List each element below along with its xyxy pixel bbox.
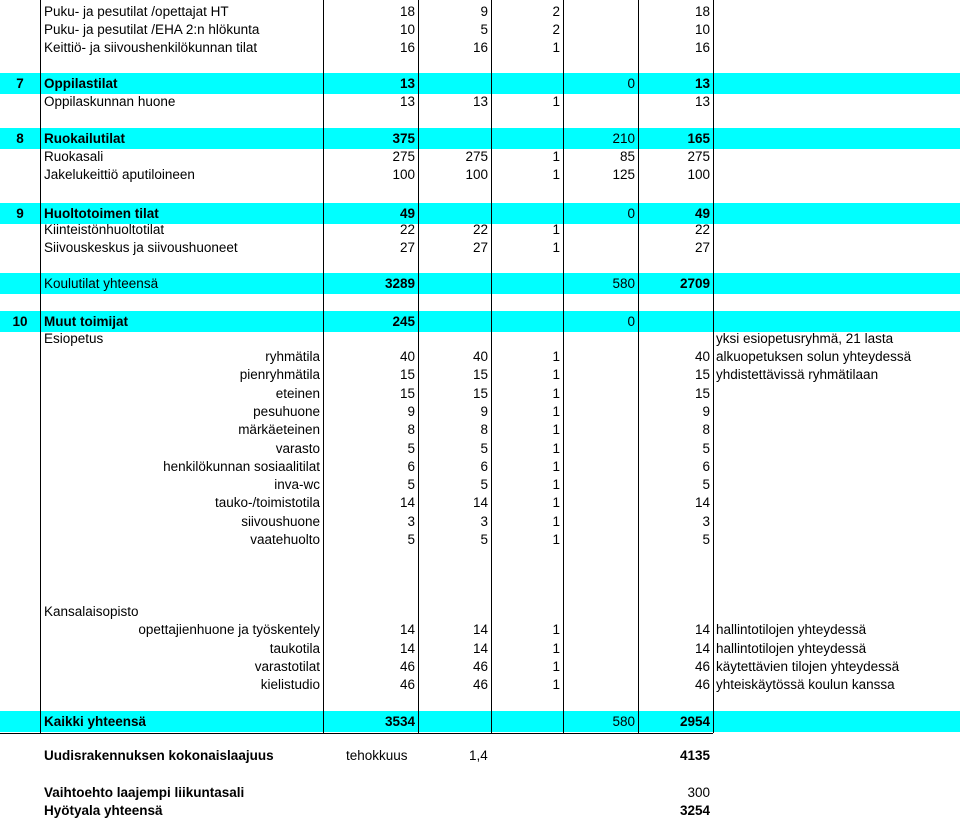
- row-label: Siivouskeskus ja siivoushuoneet: [44, 240, 238, 255]
- cell-value: 5: [480, 477, 488, 492]
- row-label: Jakelukeittiö aputiloineen: [44, 167, 195, 182]
- cell-value: 8: [702, 422, 710, 437]
- cell-value: 13: [399, 76, 415, 91]
- row-label: varastotilat: [254, 659, 320, 674]
- row-label: Keittiö- ja siivoushenkilökunnan tilat: [44, 40, 258, 55]
- cell-value: 1: [552, 404, 560, 419]
- cell-value: 1: [552, 422, 560, 437]
- cell-value: 18: [694, 4, 710, 19]
- row-note: yhdistettävissä ryhmätilaan: [716, 367, 879, 382]
- efficiency-value: 1,4: [469, 748, 488, 763]
- cell-value: 16: [472, 40, 488, 55]
- cell-value: 1: [552, 514, 560, 529]
- cell-value: 210: [612, 131, 635, 146]
- table-row: [0, 421, 960, 439]
- cell-value: 1: [552, 441, 560, 456]
- row-label: Muut toimijat: [44, 314, 128, 329]
- cell-value: 1: [552, 40, 560, 55]
- row-label: Huoltotoimen tilat: [44, 206, 159, 221]
- cell-value: 46: [472, 659, 488, 674]
- cell-value: 1: [552, 167, 560, 182]
- cell-value: 5: [702, 477, 710, 492]
- section-number: 8: [16, 131, 24, 146]
- table-row: [0, 603, 960, 621]
- alternative-value: 300: [687, 785, 710, 800]
- cell-value: 1: [552, 622, 560, 637]
- row-label: kielistudio: [260, 677, 320, 692]
- cell-value: 3534: [384, 714, 415, 729]
- table-row: [0, 658, 960, 676]
- cell-value: 1: [552, 349, 560, 364]
- cell-value: 0: [627, 314, 635, 329]
- cell-value: 1: [552, 532, 560, 547]
- section-row: [0, 73, 960, 94]
- table-row: [0, 385, 960, 403]
- table-row: [0, 348, 960, 366]
- row-label: Kiinteistönhuoltotilat: [44, 222, 165, 237]
- table-row: [0, 621, 960, 639]
- row-label: Kaikki yhteensä: [44, 714, 147, 729]
- table-row: [0, 513, 960, 531]
- row-label: siivoushuone: [241, 514, 320, 529]
- cell-value: 0: [627, 206, 635, 221]
- cell-value: 5: [480, 441, 488, 456]
- alternative-row: [0, 784, 960, 802]
- cell-value: 6: [480, 459, 488, 474]
- table-row: [0, 21, 960, 39]
- cell-value: 275: [392, 149, 415, 164]
- row-label: Ruokasali: [44, 149, 104, 164]
- cell-value: 49: [694, 206, 710, 221]
- cell-value: 1: [552, 386, 560, 401]
- table-row: [0, 366, 960, 384]
- cell-value: 13: [399, 94, 415, 109]
- cell-value: 10: [399, 22, 415, 37]
- cell-value: 22: [399, 222, 415, 237]
- summary-total-value: 4135: [679, 748, 710, 763]
- cell-value: 15: [399, 386, 415, 401]
- cell-value: 3: [480, 514, 488, 529]
- cell-value: 1: [552, 94, 560, 109]
- row-label: pienryhmätila: [239, 367, 320, 382]
- row-label: Oppilastilat: [44, 76, 118, 91]
- cell-value: 1: [552, 677, 560, 692]
- cell-value: 14: [694, 622, 710, 637]
- cell-value: 15: [694, 367, 710, 382]
- grid-line: [0, 733, 713, 734]
- section-number: 7: [16, 76, 24, 91]
- cell-value: 5: [480, 532, 488, 547]
- table-row: [0, 458, 960, 476]
- table-row: [0, 39, 960, 57]
- row-label: pesuhuone: [253, 404, 320, 419]
- section-number: 9: [16, 206, 24, 221]
- cell-value: 22: [694, 222, 710, 237]
- cell-value: 13: [694, 94, 710, 109]
- cell-value: 165: [687, 131, 710, 146]
- cell-value: 5: [407, 477, 415, 492]
- cell-value: 100: [465, 167, 488, 182]
- row-label: Ruokailutilat: [44, 131, 126, 146]
- cell-value: 46: [694, 659, 710, 674]
- cell-value: 1: [552, 659, 560, 674]
- cell-value: 1: [552, 367, 560, 382]
- cell-value: 580: [612, 714, 635, 729]
- cell-value: 27: [694, 240, 710, 255]
- cell-value: 100: [392, 167, 415, 182]
- table-row: [0, 403, 960, 421]
- cell-value: 2: [552, 4, 560, 19]
- row-note: hallintotilojen yhteydessä: [716, 622, 867, 637]
- cell-value: 6: [702, 459, 710, 474]
- section-row: [0, 273, 960, 294]
- row-label: Puku- ja pesutilat /EHA 2:n hlökunta: [44, 22, 260, 37]
- cell-value: 2954: [679, 714, 710, 729]
- cell-value: 125: [612, 167, 635, 182]
- cell-value: 14: [399, 641, 415, 656]
- row-note: hallintotilojen yhteydessä: [716, 641, 867, 656]
- row-label: eteinen: [275, 386, 320, 401]
- cell-value: 580: [612, 276, 635, 291]
- cell-value: 1: [552, 240, 560, 255]
- row-label: inva-wc: [274, 477, 320, 492]
- cell-value: 40: [694, 349, 710, 364]
- cell-value: 14: [399, 495, 415, 510]
- useful-area-row: [0, 802, 960, 820]
- table-row: [0, 494, 960, 512]
- cell-value: 6: [407, 459, 415, 474]
- cell-value: 5: [702, 441, 710, 456]
- cell-value: 3: [702, 514, 710, 529]
- cell-value: 13: [694, 76, 710, 91]
- row-label: opettajienhuone ja työskentely: [138, 622, 320, 637]
- cell-value: 5: [702, 532, 710, 547]
- cell-value: 14: [399, 622, 415, 637]
- table-row: [0, 3, 960, 21]
- section-row: [0, 128, 960, 149]
- table-row: [0, 239, 960, 257]
- row-label: varasto: [275, 441, 320, 456]
- row-note: yhteiskäytössä koulun kanssa: [716, 677, 895, 692]
- row-label: Oppilaskunnan huone: [44, 94, 176, 109]
- cell-value: 46: [694, 677, 710, 692]
- table-row: [0, 93, 960, 111]
- efficiency-label: tehokkuus: [346, 748, 408, 763]
- cell-value: 1: [552, 641, 560, 656]
- section-number: 10: [12, 314, 28, 329]
- table-row: [0, 676, 960, 694]
- cell-value: 46: [399, 659, 415, 674]
- cell-value: 15: [472, 367, 488, 382]
- cell-value: 9: [480, 404, 488, 419]
- cell-value: 5: [407, 441, 415, 456]
- table-row: [0, 531, 960, 549]
- row-label: ryhmätila: [265, 349, 320, 364]
- cell-value: 100: [687, 167, 710, 182]
- cell-value: 49: [399, 206, 415, 221]
- cell-value: 13: [472, 94, 488, 109]
- cell-value: 275: [687, 149, 710, 164]
- row-label: Puku- ja pesutilat /opettajat HT: [44, 4, 229, 19]
- cell-value: 14: [694, 495, 710, 510]
- cell-value: 1: [552, 222, 560, 237]
- cell-value: 16: [399, 40, 415, 55]
- cell-value: 27: [472, 240, 488, 255]
- summary-total-row: [0, 747, 960, 765]
- cell-value: 16: [694, 40, 710, 55]
- cell-value: 375: [392, 131, 415, 146]
- row-label: märkäeteinen: [238, 422, 320, 437]
- table-row: [0, 148, 960, 166]
- table-row: [0, 166, 960, 184]
- cell-value: 22: [472, 222, 488, 237]
- row-label: vaatehuolto: [250, 532, 320, 547]
- cell-value: 46: [399, 677, 415, 692]
- cell-value: 14: [472, 641, 488, 656]
- cell-value: 1: [552, 495, 560, 510]
- row-label: Koulutilat yhteensä: [44, 276, 159, 291]
- cell-value: 1: [552, 459, 560, 474]
- cell-value: 14: [472, 622, 488, 637]
- row-note: yksi esiopetusryhmä, 21 lasta: [716, 331, 894, 346]
- cell-value: 245: [392, 314, 415, 329]
- cell-value: 9: [407, 404, 415, 419]
- table-row: [0, 476, 960, 494]
- row-label: Kansalaisopisto: [44, 604, 139, 619]
- cell-value: 5: [407, 532, 415, 547]
- cell-value: 5: [480, 22, 488, 37]
- row-label: tauko-/toimistotila: [214, 495, 320, 510]
- table-row: [0, 330, 960, 348]
- cell-value: 9: [702, 404, 710, 419]
- cell-value: 3289: [384, 276, 415, 291]
- cell-value: 2: [552, 22, 560, 37]
- table-row: [0, 640, 960, 658]
- cell-value: 15: [399, 367, 415, 382]
- cell-value: 14: [472, 495, 488, 510]
- useful-area-value: 3254: [679, 803, 710, 818]
- useful-area-label: Hyötyala yhteensä: [44, 803, 163, 818]
- cell-value: 10: [694, 22, 710, 37]
- cell-value: 14: [694, 641, 710, 656]
- cell-value: 3: [407, 514, 415, 529]
- cell-value: 0: [627, 76, 635, 91]
- cell-value: 18: [399, 4, 415, 19]
- cell-value: 8: [407, 422, 415, 437]
- cell-value: 15: [694, 386, 710, 401]
- alternative-label: Vaihtoehto laajempi liikuntasali: [44, 785, 245, 800]
- cell-value: 15: [472, 386, 488, 401]
- row-label: taukotila: [269, 641, 320, 656]
- cell-value: 1: [552, 149, 560, 164]
- section-row: [0, 311, 960, 332]
- row-label: Esiopetus: [44, 331, 104, 346]
- row-note: alkuopetuksen solun yhteydessä: [716, 349, 912, 364]
- cell-value: 85: [619, 149, 635, 164]
- cell-value: 40: [399, 349, 415, 364]
- summary-total-label: Uudisrakennuksen kokonaislaajuus: [44, 748, 274, 763]
- cell-value: 275: [465, 149, 488, 164]
- table-row: [0, 221, 960, 239]
- row-label: henkilökunnan sosiaalitilat: [163, 459, 320, 474]
- cell-value: 9: [480, 4, 488, 19]
- section-row: [0, 711, 960, 732]
- cell-value: 8: [480, 422, 488, 437]
- cell-value: 1: [552, 477, 560, 492]
- cell-value: 2709: [679, 276, 710, 291]
- cell-value: 46: [472, 677, 488, 692]
- row-note: käytettävien tilojen yhteydessä: [716, 659, 900, 674]
- cell-value: 40: [472, 349, 488, 364]
- cell-value: 27: [399, 240, 415, 255]
- table-row: [0, 440, 960, 458]
